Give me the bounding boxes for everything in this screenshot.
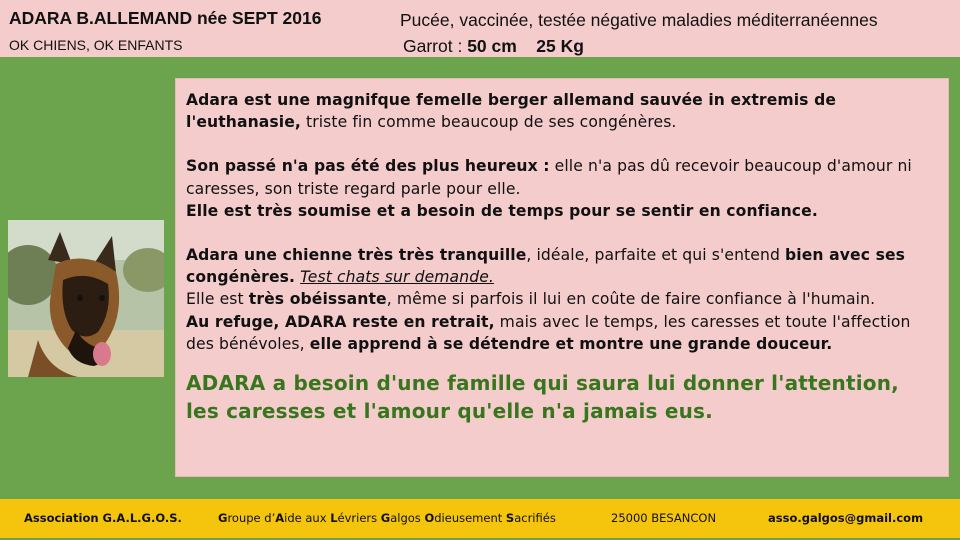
description-panel [175, 78, 949, 477]
footer-banner [0, 499, 960, 538]
paragraph-obedient: Elle est très obéissante, même si parfois il lui en coûte de faire confiance à l'humain. [186, 290, 876, 309]
paragraph-past: Son passé n'a pas été des plus heureux : elle n'a pas dû recevoir beaucoup d'amour ni caresses, son triste regard parle pour elle. [186, 157, 912, 198]
cat-test-link[interactable]: Test chats sur demande. [300, 268, 494, 287]
header-banner [0, 0, 960, 57]
call-to-action: ADARA a besoin d'une famille qui saura lui donner l'attention, les caresses et l'amour qu'elle n'a jamais eus. [186, 371, 899, 424]
size-prefix: Garrot : [403, 36, 468, 56]
paragraph-shelter: Au refuge, ADARA reste en retrait, mais avec le temps, les caresses et toute l'affection des bénévoles, elle apprend à se détendre et montre une grande douceur. [186, 312, 911, 353]
paragraph-submissive: Elle est très soumise et a besoin de temps pour se sentir en confiance. [186, 201, 818, 220]
association-name: Association G.A.L.G.O.S. [24, 511, 182, 525]
paragraph-intro: Adara est une magnifque femelle berger allemand sauvée in extremis de l'euthanasie, triste fin comme beaucoup de ses congénères. [186, 91, 837, 132]
contact-email[interactable]: asso.galgos@gmail.com [768, 511, 924, 525]
compatibility-text: OK CHIENS, OK ENFANTS [9, 37, 183, 53]
association-city: 25000 BESANCON [611, 511, 717, 525]
dog-title: ADARA B.ALLEMAND née SEPT 2016 [9, 8, 322, 28]
paragraph-calm: Adara une chienne très très tranquille, idéale, parfaite et qui s'entend bien avec ses congénères. Test chats sur demande. [186, 246, 906, 287]
association-fullname: Groupe d’Aide aux Lévriers Galgos Odieusement Sacrifiés [218, 511, 556, 525]
height-value: 50 cm [467, 36, 517, 56]
health-status: Pucée, vaccinée, testée négative maladies méditerranéennes [400, 10, 878, 30]
weight-value: 25 Kg [536, 36, 584, 56]
size-info [403, 36, 584, 57]
dog-photo [8, 220, 164, 377]
